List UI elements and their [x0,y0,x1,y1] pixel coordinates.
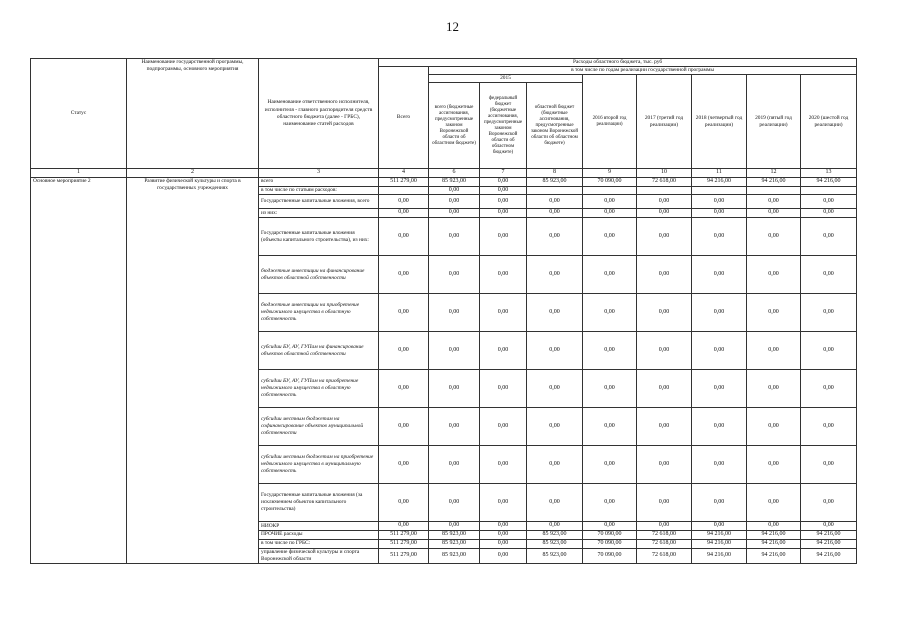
value-cell: 0,00 [480,186,527,195]
value-cell: 0,00 [527,370,583,408]
value-cell: 0,00 [527,256,583,294]
value-cell: 0,00 [692,370,747,408]
value-cell: 85 923,00 [429,539,480,548]
value-cell: 0,00 [747,484,801,522]
value-cell: 0,00 [583,446,637,484]
value-cell: 0,00 [801,218,857,256]
value-cell: 94 216,00 [801,177,857,186]
column-number: 11 [692,169,747,178]
value-cell: 0,00 [583,195,637,209]
value-cell: 0,00 [637,209,692,218]
value-cell: 94 216,00 [747,548,801,563]
value-cell: 94 216,00 [692,177,747,186]
value-cell: 85 923,00 [429,177,480,186]
value-cell: 0,00 [637,256,692,294]
header-status: Статус [31,59,127,169]
value-cell: 85 923,00 [429,531,480,540]
value-cell: 0,00 [692,332,747,370]
value-cell: 0,00 [429,484,480,522]
value-cell: 94 216,00 [692,539,747,548]
value-cell: 0,00 [379,294,429,332]
value-cell: 72 618,00 [637,531,692,540]
column-number: 7 [480,169,527,178]
value-cell: 0,00 [801,294,857,332]
row-label: из них: [259,209,379,218]
value-cell: 511 279,00 [379,177,429,186]
value-cell: 0,00 [480,218,527,256]
value-cell: 0,00 [747,522,801,531]
value-cell [801,186,857,195]
value-cell: 511 279,00 [379,548,429,563]
value-cell [583,186,637,195]
value-cell: 0,00 [583,256,637,294]
value-cell: 0,00 [379,195,429,209]
row-label: субсидии БУ, АУ, ГУПам на финансирование объектов областной собственности [259,332,379,370]
value-cell: 94 216,00 [801,548,857,563]
table-row [31,177,857,186]
value-cell: 0,00 [747,332,801,370]
column-number: 6 [429,169,480,178]
value-cell: 0,00 [429,186,480,195]
column-number: 10 [637,169,692,178]
value-cell: 0,00 [637,294,692,332]
value-cell: 0,00 [583,522,637,531]
value-cell: 0,00 [692,209,747,218]
header-col-2015-regional: областной бюджет (бюджетные ассигнования, предусмотренные законом Воронежской области об областном бюджете) [527,83,583,169]
value-cell: 0,00 [637,484,692,522]
value-cell: 0,00 [692,446,747,484]
value-cell: 0,00 [527,294,583,332]
value-cell: 0,00 [480,484,527,522]
value-cell: 0,00 [637,195,692,209]
value-cell: 0,00 [480,531,527,540]
value-cell: 0,00 [527,408,583,446]
value-cell [527,186,583,195]
value-cell [692,186,747,195]
value-cell: 0,00 [637,522,692,531]
value-cell: 0,00 [527,218,583,256]
value-cell: 0,00 [480,256,527,294]
value-cell: 85 923,00 [527,539,583,548]
column-number: 13 [801,169,857,178]
value-cell [747,186,801,195]
value-cell: 0,00 [747,294,801,332]
value-cell: 0,00 [747,370,801,408]
value-cell: 94 216,00 [801,539,857,548]
table-body [31,177,857,563]
value-cell: 0,00 [379,370,429,408]
value-cell: 0,00 [527,195,583,209]
value-cell: 0,00 [637,218,692,256]
value-cell: 0,00 [747,408,801,446]
value-cell: 0,00 [583,209,637,218]
value-cell: 0,00 [747,218,801,256]
header-col-2017: 2017 (третий год реализации) [637,75,692,169]
value-cell: 0,00 [480,408,527,446]
header-col-2020: 2020 (шестой год реализации) [801,75,857,169]
row-label: бюджетные инвестиции на приобретение недвижимого имущества в областную собственность [259,294,379,332]
value-cell: 0,00 [429,522,480,531]
value-cell: 0,00 [379,484,429,522]
value-cell: 0,00 [480,177,527,186]
value-cell: 0,00 [747,209,801,218]
row-label: в том числе по ГРБС: [259,539,379,548]
header-col-2019: 2019 (пятый год реализации) [747,75,801,169]
value-cell [379,186,429,195]
value-cell: 0,00 [429,370,480,408]
value-cell: 0,00 [692,484,747,522]
value-cell: 0,00 [429,294,480,332]
value-cell: 0,00 [527,446,583,484]
value-cell: 0,00 [480,548,527,563]
value-cell: 0,00 [583,294,637,332]
value-cell: 0,00 [429,256,480,294]
column-number: 1 [31,169,127,178]
row-label: Государственные капитальные вложения, всего [259,195,379,209]
value-cell: 70 090,00 [583,548,637,563]
value-cell: 0,00 [379,408,429,446]
value-cell: 0,00 [692,256,747,294]
value-cell: 0,00 [801,370,857,408]
value-cell: 94 216,00 [747,531,801,540]
value-cell: 94 216,00 [692,548,747,563]
page-number: 12 [446,19,459,34]
value-cell: 0,00 [480,209,527,218]
header-executor: Наименование ответственного исполнителя, исполнителя - главного распорядителя средств областного бюджета (далее - ГРБС), наименование статей расходов [259,59,379,169]
value-cell: 0,00 [801,408,857,446]
value-cell [637,186,692,195]
value-cell: 0,00 [480,539,527,548]
value-cell: 0,00 [527,209,583,218]
value-cell: 0,00 [379,218,429,256]
program-name-cell: Развитие физической культуры и спорта в государственных учреждениях [127,177,259,563]
value-cell: 0,00 [583,332,637,370]
value-cell: 0,00 [692,408,747,446]
value-cell: 0,00 [747,446,801,484]
value-cell: 0,00 [801,332,857,370]
value-cell: 0,00 [480,195,527,209]
value-cell: 0,00 [637,332,692,370]
value-cell: 0,00 [801,256,857,294]
value-cell: 72 618,00 [637,548,692,563]
value-cell: 94 216,00 [747,539,801,548]
value-cell: 0,00 [379,522,429,531]
value-cell: 0,00 [527,522,583,531]
value-cell: 0,00 [429,195,480,209]
value-cell: 0,00 [480,370,527,408]
value-cell: 0,00 [429,332,480,370]
value-cell: 0,00 [379,332,429,370]
value-cell: 94 216,00 [692,531,747,540]
value-cell: 70 090,00 [583,177,637,186]
column-number: 3 [259,169,379,178]
value-cell: 0,00 [480,332,527,370]
value-cell: 0,00 [379,446,429,484]
column-number: 4 [379,169,429,178]
column-number: 8 [527,169,583,178]
value-cell: 0,00 [429,408,480,446]
value-cell: 0,00 [583,218,637,256]
value-cell: 0,00 [379,256,429,294]
header-year-2015: 2015 [429,75,583,83]
value-cell: 0,00 [637,446,692,484]
row-label: всего [259,177,379,186]
value-cell: 0,00 [692,218,747,256]
value-cell: 94 216,00 [747,177,801,186]
value-cell: 0,00 [801,484,857,522]
column-number: 9 [583,169,637,178]
value-cell: 0,00 [637,370,692,408]
value-cell: 94 216,00 [801,531,857,540]
value-cell: 85 923,00 [527,531,583,540]
row-label: субсидии БУ, АУ, ГУПам на приобретение недвижимого имущества в областную собственность [259,370,379,408]
value-cell: 85 923,00 [429,548,480,563]
value-cell: 0,00 [747,195,801,209]
row-label: субсидии местным бюджетам на приобретение недвижимого имущества в муниципальную собственность [259,446,379,484]
header-col-2016: 2016 второй год реализации) [583,75,637,169]
row-label: НИОКР [259,522,379,531]
value-cell: 72 618,00 [637,177,692,186]
value-cell: 0,00 [692,522,747,531]
value-cell: 0,00 [583,484,637,522]
row-label: ПРОЧИЕ расходы [259,531,379,540]
column-number: 12 [747,169,801,178]
row-label: управление физической культуры и спорта Воронежской области [259,548,379,563]
value-cell: 0,00 [429,209,480,218]
header-col-2018: 2018 (четвертый год реализации) [692,75,747,169]
value-cell: 0,00 [480,446,527,484]
value-cell: 0,00 [747,256,801,294]
header-col-2015-federal: федеральный бюджет (бюджетные ассигнования, предусмотренные законом Воронежской области об областном бюджете) [480,83,527,169]
row-label: Государственные капитальные вложения (объекты капитального строительства), из них: [259,218,379,256]
budget-table [30,58,857,564]
header-expenses: Расходы областного бюджета, тыс. руб [379,59,857,67]
row-label: в том числе по статьям расходов: [259,186,379,195]
value-cell: 0,00 [480,294,527,332]
value-cell: 0,00 [429,218,480,256]
value-cell: 0,00 [480,522,527,531]
value-cell: 0,00 [379,209,429,218]
header-col-2015-all: всего (бюджетные ассигнования, предусмотренные законом Воронежской области об областном бюджете) [429,83,480,169]
value-cell: 0,00 [801,446,857,484]
value-cell: 0,00 [527,484,583,522]
value-cell: 511 279,00 [379,539,429,548]
row-label: бюджетные инвестиции на финансирование объектов областной собственности [259,256,379,294]
column-number: 2 [127,169,259,178]
value-cell: 0,00 [692,195,747,209]
header-program-name: Наименование государственной программы, подпрограммы, основного мероприятия [127,59,259,169]
value-cell: 0,00 [583,408,637,446]
header-by-years: в том числе по годам реализации государственной программы [429,67,857,75]
header-total: Всего [379,67,429,169]
value-cell: 0,00 [801,209,857,218]
status-cell: Основное мероприятие 2 [31,177,127,563]
value-cell: 0,00 [527,332,583,370]
value-cell: 0,00 [583,370,637,408]
value-cell: 0,00 [692,294,747,332]
value-cell: 85 923,00 [527,548,583,563]
value-cell: 0,00 [637,408,692,446]
value-cell: 85 923,00 [527,177,583,186]
row-label: Государственные капитальные вложения (за исключением объектов капитального строительства) [259,484,379,522]
value-cell: 0,00 [801,195,857,209]
value-cell: 72 618,00 [637,539,692,548]
value-cell: 70 090,00 [583,539,637,548]
row-label: субсидии местным бюджетам на софинансирование объектов муниципальной собственности [259,408,379,446]
value-cell: 0,00 [801,522,857,531]
value-cell: 70 090,00 [583,531,637,540]
value-cell: 0,00 [429,446,480,484]
value-cell: 511 279,00 [379,531,429,540]
